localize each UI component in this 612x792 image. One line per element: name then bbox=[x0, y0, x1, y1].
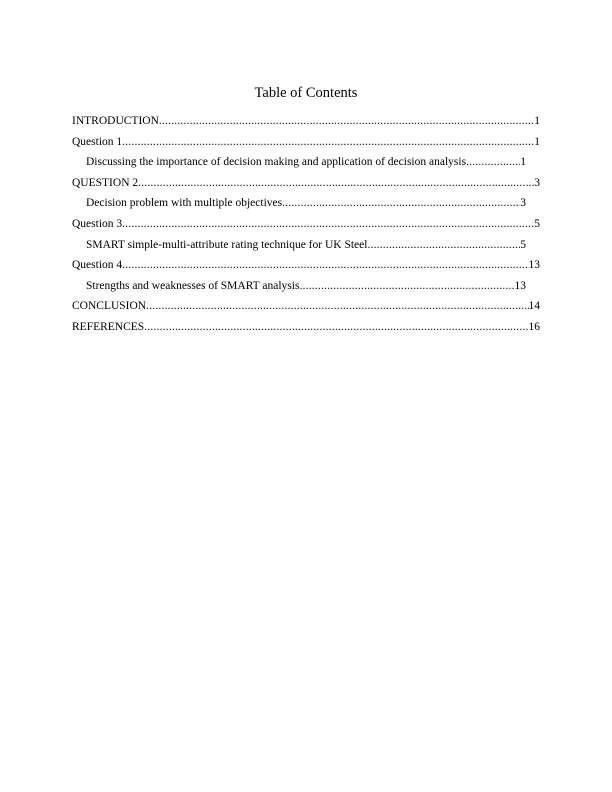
toc-entry-page: 1 bbox=[520, 156, 526, 169]
toc-dot-leader bbox=[144, 320, 528, 334]
toc-entry-text: Strengths and weaknesses of SMART analysis bbox=[86, 279, 300, 292]
toc-entry-question-2-sub[interactable] bbox=[72, 196, 526, 217]
toc-entry-references[interactable] bbox=[72, 320, 540, 341]
toc-entry-question-1[interactable] bbox=[72, 135, 540, 156]
toc-entry-question-4[interactable] bbox=[72, 258, 540, 279]
toc-entry-page: 16 bbox=[528, 320, 540, 333]
toc-entry-page: 5 bbox=[534, 217, 540, 230]
toc-entry-question-3-sub[interactable] bbox=[72, 238, 526, 259]
toc-dot-leader bbox=[122, 217, 534, 231]
toc-entry-text: Question 3 bbox=[72, 217, 123, 230]
toc-dot-leader bbox=[282, 196, 520, 210]
toc-entry-page: 13 bbox=[514, 279, 526, 292]
toc-title: Table of Contents bbox=[254, 85, 358, 101]
toc-entry-text: Question 1 bbox=[72, 135, 123, 148]
toc-entry-text: INTRODUCTION bbox=[72, 115, 159, 127]
toc-entry-question-2[interactable] bbox=[72, 176, 540, 197]
toc-dot-leader bbox=[299, 279, 514, 293]
toc-dot-leader bbox=[138, 176, 534, 190]
toc-entry-text: CONCLUSION bbox=[72, 300, 147, 313]
toc-entry-introduction[interactable] bbox=[72, 114, 540, 135]
toc-entry-text: Question 4 bbox=[72, 259, 123, 272]
toc-dot-leader bbox=[466, 155, 520, 169]
toc-entry-page: 13 bbox=[528, 259, 540, 272]
toc-entry-page: 3 bbox=[534, 176, 540, 189]
toc-entry-page: 5 bbox=[520, 238, 526, 251]
toc-dot-leader bbox=[122, 135, 534, 149]
toc-entry-question-1-sub[interactable] bbox=[72, 155, 526, 176]
toc-dot-leader bbox=[367, 238, 520, 252]
toc-dot-leader bbox=[159, 114, 534, 128]
toc-entry-page: 1 bbox=[534, 115, 540, 127]
toc-entry-text: Decision problem with multiple objectives bbox=[86, 197, 283, 210]
toc-entry-text: REFERENCES bbox=[72, 320, 145, 333]
toc-list bbox=[72, 114, 552, 341]
toc-entry-question-3[interactable] bbox=[72, 217, 540, 238]
toc-entry-text: Discussing the importance of decision making and application of decision analysis bbox=[86, 156, 467, 169]
toc-entry-question-4-sub[interactable] bbox=[72, 279, 526, 300]
toc-entry-page: 1 bbox=[534, 135, 540, 148]
toc-entry-text: SMART simple-multi-attribute rating technique for UK Steel bbox=[86, 238, 368, 251]
toc-entry-conclusion[interactable] bbox=[72, 299, 540, 320]
toc-entry-page: 3 bbox=[520, 197, 526, 210]
toc-dot-leader bbox=[146, 299, 528, 313]
toc-entry-text: QUESTION 2 bbox=[72, 176, 139, 189]
toc-dot-leader bbox=[122, 258, 528, 272]
toc-entry-page: 14 bbox=[528, 300, 540, 313]
